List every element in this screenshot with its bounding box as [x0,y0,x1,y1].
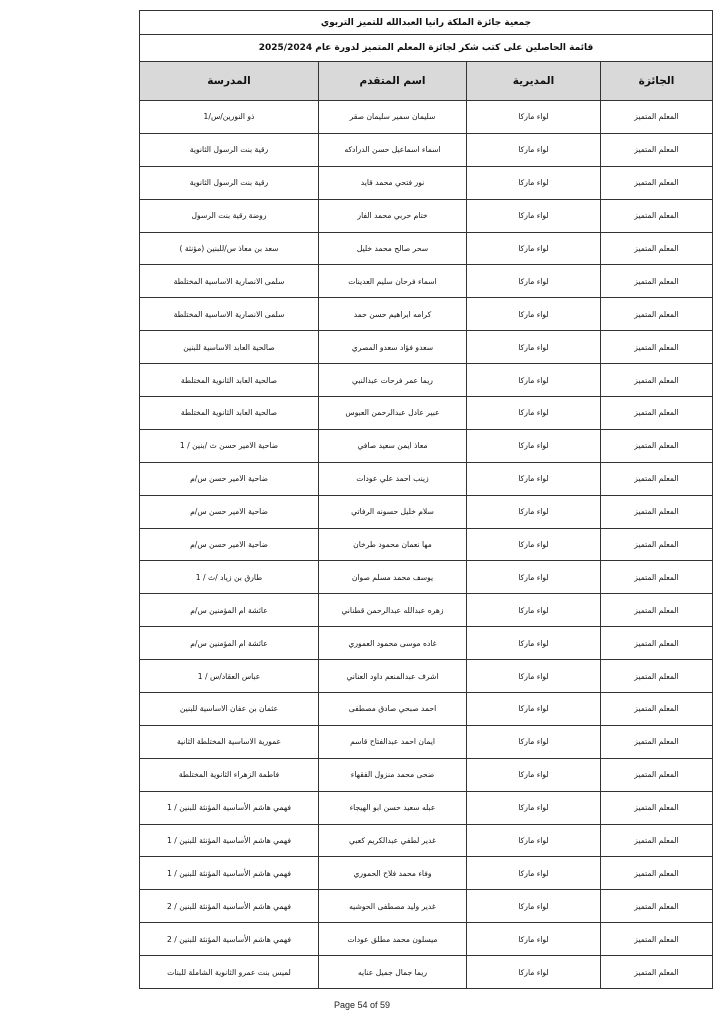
cell-award: المعلم المتميز [601,101,713,134]
table-row [140,232,713,265]
cell-school: صالحية العابد الثانوية المختلطة [140,397,319,430]
cell-award: المعلم المتميز [601,528,713,561]
cell-school: عمورية الاساسية المختلطة الثانية [140,725,319,758]
cell-directorate: لواء ماركا [467,495,601,528]
cell-school: صالحية العابد الاساسية للبنين [140,331,319,364]
column-header-directorate: المديرية [467,62,601,101]
cell-school: ضاحية الامير حسن ث /بنين / 1 [140,429,319,462]
cell-award: المعلم المتميز [601,956,713,989]
cell-directorate: لواء ماركا [467,561,601,594]
cell-school: سلمى الانصارية الاساسية المختلطة [140,265,319,298]
cell-applicant: سليمان سمير سليمان صقر [319,101,467,134]
cell-applicant: سلام خليل حسونه الرفاتي [319,495,467,528]
page-number: Page 54 of 59 [333,1000,391,1010]
cell-directorate: لواء ماركا [467,956,601,989]
cell-applicant: زهره عبدالله عبدالرحمن قطناني [319,594,467,627]
cell-applicant: عبله سعيد حسن ابو الهيجاء [319,791,467,824]
cell-award: المعلم المتميز [601,857,713,890]
awardees-table [139,10,713,989]
table-row [140,627,713,660]
table-row [140,133,713,166]
cell-directorate: لواء ماركا [467,594,601,627]
cell-applicant: زينب احمد علي عودات [319,462,467,495]
cell-applicant: معاذ ايمن سعيد صافي [319,429,467,462]
table-row [140,265,713,298]
table-row [140,923,713,956]
cell-directorate: لواء ماركا [467,331,601,364]
cell-award: المعلم المتميز [601,397,713,430]
cell-directorate: لواء ماركا [467,232,601,265]
column-header-award: الجائزة [601,62,713,101]
column-header-row [140,62,713,101]
table-row [140,561,713,594]
cell-directorate: لواء ماركا [467,725,601,758]
column-header-school: المدرسة [140,62,319,101]
cell-award: المعلم المتميز [601,232,713,265]
cell-school: فهمي هاشم الأساسية المؤنثة للبنين / 2 [140,890,319,923]
org-title: جمعية جائزة الملكة رانيا العبدالله للتميز التربوي [140,11,713,35]
cell-directorate: لواء ماركا [467,824,601,857]
cell-school: سعد بن معاذ س/للبنين (مؤنثة ) [140,232,319,265]
cell-applicant: سحر صالح محمد خليل [319,232,467,265]
cell-directorate: لواء ماركا [467,857,601,890]
cell-school: عثمان بن عفان الاساسية للبنين [140,693,319,726]
cell-school: طارق بن زياد /ث / 1 [140,561,319,594]
cell-award: المعلم المتميز [601,594,713,627]
cell-school: روضة رقية بنت الرسول [140,199,319,232]
cell-award: المعلم المتميز [601,462,713,495]
table-row [140,890,713,923]
cell-directorate: لواء ماركا [467,890,601,923]
cell-applicant: اشرف عبدالمنعم داود العناني [319,660,467,693]
column-header-applicant: اسم المتقدم [319,62,467,101]
cell-award: المعلم المتميز [601,429,713,462]
table-row [140,298,713,331]
cell-applicant: احمد صبحي صادق مصطفى [319,693,467,726]
cell-directorate: لواء ماركا [467,528,601,561]
cell-award: المعلم المتميز [601,758,713,791]
cell-directorate: لواء ماركا [467,791,601,824]
cell-award: المعلم المتميز [601,331,713,364]
table-row [140,462,713,495]
table-row [140,495,713,528]
cell-applicant: ختام حربي محمد الفار [319,199,467,232]
cell-applicant: وفاء محمد فلاح الحموري [319,857,467,890]
cell-directorate: لواء ماركا [467,133,601,166]
cell-school: فهمي هاشم الأساسية المؤنثة للبنين / 1 [140,857,319,890]
cell-school: ضاحية الامير حسن س/م [140,462,319,495]
table-row [140,199,713,232]
list-title: قائمة الحاصلين على كتب شكر لجائزة المعلم المتميز لدورة عام 2025/2024 [140,35,713,62]
cell-school: سلمى الانصارية الاساسية المختلطة [140,298,319,331]
cell-award: المعلم المتميز [601,660,713,693]
cell-school: عباس العقاد/س / 1 [140,660,319,693]
table-row [140,824,713,857]
cell-school: لميس بنت عمرو الثانوية الشاملة للبنات [140,956,319,989]
cell-directorate: لواء ماركا [467,101,601,134]
cell-school: صالحية العابد الثانوية المختلطة [140,364,319,397]
cell-school: رقية بنت الرسول الثانوية [140,166,319,199]
cell-school: عائشة ام المؤمنين س/م [140,594,319,627]
cell-directorate: لواء ماركا [467,627,601,660]
cell-school: ضاحية الامير حسن س/م [140,495,319,528]
table-row [140,594,713,627]
cell-award: المعلم المتميز [601,693,713,726]
cell-school: فاطمة الزهراء الثانوية المختلطة [140,758,319,791]
cell-school: ضاحية الامير حسن س/م [140,528,319,561]
document-sheet [139,10,712,989]
cell-school: ذو النورين/س/1 [140,101,319,134]
cell-applicant: غاده موسى محمود العموري [319,627,467,660]
cell-applicant: اسماء اسماعيل حسن الدرادكه [319,133,467,166]
cell-applicant: ريما عمر فرحات عبدالنبي [319,364,467,397]
cell-applicant: ايمان احمد عبدالفتاح قاسم [319,725,467,758]
cell-directorate: لواء ماركا [467,693,601,726]
cell-applicant: ضحى محمد منزول الفقهاء [319,758,467,791]
cell-award: المعلم المتميز [601,627,713,660]
table-row [140,660,713,693]
cell-school: عائشة ام المؤمنين س/م [140,627,319,660]
cell-directorate: لواء ماركا [467,923,601,956]
cell-award: المعلم المتميز [601,199,713,232]
table-row [140,956,713,989]
cell-directorate: لواء ماركا [467,199,601,232]
table-row [140,725,713,758]
cell-award: المعلم المتميز [601,166,713,199]
cell-applicant: يوسف محمد مسلم صوان [319,561,467,594]
cell-school: فهمي هاشم الأساسية المؤنثة للبنين / 2 [140,923,319,956]
table-row [140,101,713,134]
cell-applicant: مها نعمان محمود طرخان [319,528,467,561]
cell-award: المعلم المتميز [601,265,713,298]
cell-award: المعلم المتميز [601,824,713,857]
cell-applicant: ريما جمال جميل عنايه [319,956,467,989]
cell-directorate: لواء ماركا [467,364,601,397]
cell-applicant: نور فتحي محمد قايد [319,166,467,199]
cell-directorate: لواء ماركا [467,166,601,199]
cell-award: المعلم المتميز [601,791,713,824]
cell-award: المعلم المتميز [601,725,713,758]
cell-award: المعلم المتميز [601,923,713,956]
table-row [140,693,713,726]
cell-applicant: ميسلون محمد مطلق عودات [319,923,467,956]
table-row [140,857,713,890]
cell-applicant: عبير عادل عبدالرحمن العبوس [319,397,467,430]
table-row [140,331,713,364]
cell-award: المعلم المتميز [601,561,713,594]
cell-directorate: لواء ماركا [467,758,601,791]
cell-directorate: لواء ماركا [467,265,601,298]
table-row [140,364,713,397]
cell-directorate: لواء ماركا [467,397,601,430]
cell-school: رقية بنت الرسول الثانوية [140,133,319,166]
cell-school: فهمي هاشم الأساسية المؤنثة للبنين / 1 [140,791,319,824]
table-row [140,429,713,462]
table-row [140,758,713,791]
cell-school: فهمي هاشم الأساسية المؤنثة للبنين / 1 [140,824,319,857]
org-title-row [140,11,713,35]
cell-award: المعلم المتميز [601,890,713,923]
list-title-row [140,35,713,62]
cell-applicant: كرامه ابراهيم حسن حمد [319,298,467,331]
table-row [140,528,713,561]
table-row [140,166,713,199]
cell-applicant: غدير وليد مصطفى الحوشيه [319,890,467,923]
cell-award: المعلم المتميز [601,133,713,166]
cell-award: المعلم المتميز [601,495,713,528]
cell-award: المعلم المتميز [601,364,713,397]
cell-directorate: لواء ماركا [467,429,601,462]
cell-applicant: غدير لطفي عبدالكريم كعبي [319,824,467,857]
cell-directorate: لواء ماركا [467,462,601,495]
cell-directorate: لواء ماركا [467,298,601,331]
table-row [140,791,713,824]
cell-applicant: سعدو فؤاد سعدو المصري [319,331,467,364]
cell-directorate: لواء ماركا [467,660,601,693]
table-row [140,397,713,430]
cell-award: المعلم المتميز [601,298,713,331]
cell-applicant: اسماء فرحان سليم العدينات [319,265,467,298]
